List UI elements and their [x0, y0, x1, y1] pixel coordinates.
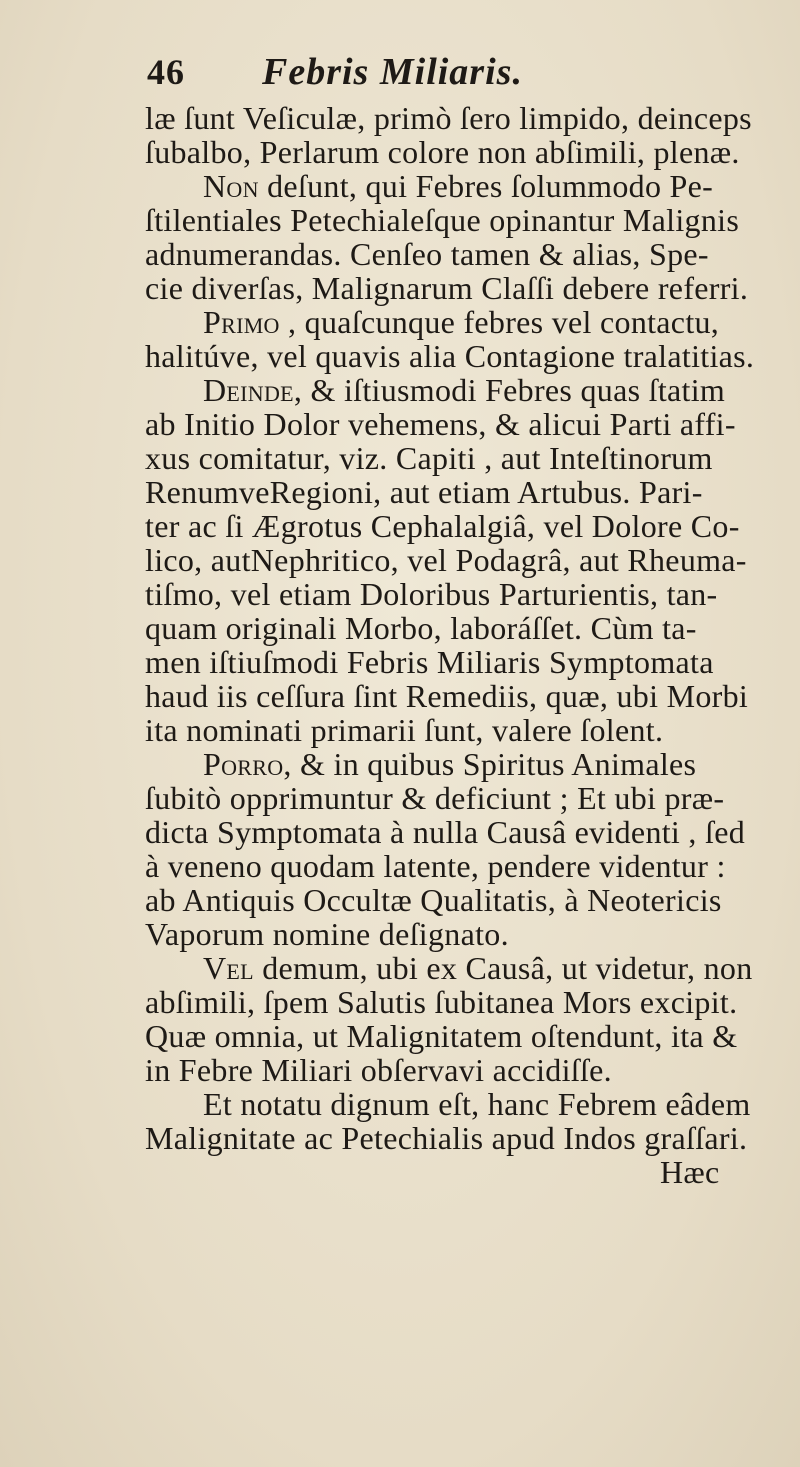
text-line: ſubitò opprimuntur & deficiunt ; Et ubi præ-	[145, 780, 725, 816]
text-line: lico, autNephritico, vel Podagrâ, aut Rheuma-	[145, 542, 747, 578]
text-line: xus comitatur, viz. Capiti , aut Inteſtinorum	[145, 440, 713, 476]
line-remainder: , quaſcunque febres vel contactu,	[279, 304, 720, 340]
line-remainder: deſunt, qui Febres ſolummodo Pe-	[258, 168, 714, 204]
text-line: men iſtiuſmodi Febris Miliaris Symptomata	[145, 644, 714, 680]
text-line: halitúve, vel quavis alia Contagione tralatitias.	[145, 338, 755, 374]
text-line: læ ſunt Veſiculæ, primò ſero limpido, deinceps	[145, 100, 752, 136]
text-line: in Febre Miliari obſervavi accidiſſe.	[145, 1052, 612, 1088]
text-line: ſubalbo, Perlarum colore non abſimili, plenæ.	[145, 134, 740, 170]
small-caps-word: Vel	[203, 950, 254, 986]
small-caps-word: Porro	[203, 746, 284, 782]
text-line: Quæ omnia, ut Malignitatem oſtendunt, ita &	[145, 1018, 738, 1054]
text-line: abſimili, ſpem Salutis ſubitanea Mors excipit.	[145, 984, 738, 1020]
text-line	[145, 951, 785, 985]
small-caps-word: Deinde	[203, 372, 294, 408]
text-line: dicta Symptomata à nulla Causâ evidenti , ſed	[145, 814, 746, 850]
text-line: ab Initio Dolor vehemens, & alicui Parti affi-	[145, 406, 736, 442]
line-remainder: , & in quibus Spiritus Animales	[283, 746, 697, 782]
small-caps-word: Non	[203, 168, 259, 204]
text-line: cie diverſas, Malignarum Claſſi debere referri.	[145, 270, 749, 306]
text-line: ita nominati primarii ſunt, valere ſolent.	[145, 712, 664, 748]
line-remainder: , & iſtiusmodi Febres quas ſtatim	[293, 372, 726, 408]
running-title: Febris Miliaris.	[262, 51, 523, 93]
page-number: 46	[147, 52, 185, 92]
text-line	[145, 747, 785, 781]
text-line: ab Antiquis Occultæ Qualitatis, à Neotericis	[145, 882, 722, 918]
text-line: Malignitate ac Petechialis apud Indos graſſari.	[145, 1120, 748, 1156]
text-line: Vaporum nomine deſignato.	[145, 916, 509, 952]
text-line	[145, 305, 785, 339]
text-line: ſtilentiales Petechialeſque opinantur Malignis	[145, 202, 740, 238]
text-line: adnumerandas. Cenſeo tamen & alias, Spe-	[145, 236, 709, 272]
catchword: Hæc	[660, 1154, 720, 1190]
body-text	[145, 101, 785, 1189]
text-line	[145, 373, 785, 407]
text-line: haud iis ceſſura ſint Remediis, quæ, ubi Morbi	[145, 678, 749, 714]
text-line	[145, 169, 785, 203]
text-line: quam originali Morbo, laboráſſet. Cùm ta-	[145, 610, 697, 646]
line-remainder: demum, ubi ex Causâ, ut videtur, non	[253, 950, 753, 986]
text-line: ter ac ſi Ægrotus Cephalalgiâ, vel Dolore Co-	[145, 508, 740, 544]
text-line: à veneno quodam latente, pendere videntur :	[145, 848, 726, 884]
text-line: Et notatu dignum eſt, hanc Febrem eâdem	[203, 1086, 751, 1122]
text-line: tiſmo, vel etiam Doloribus Parturientis, tan-	[145, 576, 718, 612]
small-caps-word: Primo	[203, 304, 280, 340]
text-line: RenumveRegioni, aut etiam Artubus. Pari-	[145, 474, 703, 510]
